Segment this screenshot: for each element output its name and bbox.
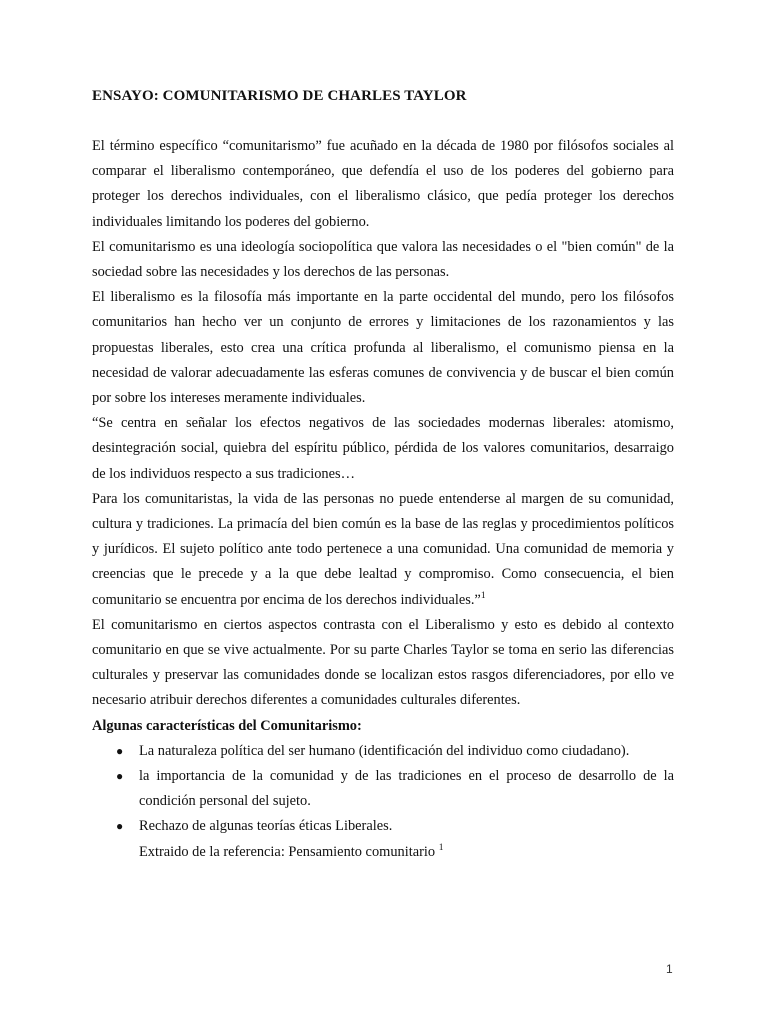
list-item-text: la importancia de la comunidad y de las tradiciones en el proceso de desarrollo de la condición personal del sujeto. — [139, 768, 674, 810]
footnote-mark: 1 — [480, 590, 486, 601]
paragraph-5-text: Para los comunitaristas, la vida de las personas no puede entenderse al margen de su comunidad, cultura y tradiciones. La primacía del bien común es la base de las reglas y procedimientos políticos y jurídicos. El sujeto político ante todo pertenece a una comunidad. Una comunidad de memoria y creencias que le precede y a la que debe lealtad y compromiso. Como consecuencia, el bien comunitario se encuentra por encima de los derechos individuales.” — [92, 490, 674, 608]
paragraph-1: El término específico “comunitarismo” fue acuñado en la década de 1980 por filósofos sociales al comparar el liberalismo contemporáneo, que defendía el uso de los poderes del gobierno para proteger los derechos individuales, con el liberalismo clásico, que pedía proteger los derechos individuales limitando los poderes del gobierno. — [92, 138, 674, 230]
paragraph-2: El comunitarismo es una ideología sociopolítica que valora las necesidades o el "bien común" de la sociedad sobre las necesidades y los derechos de las personas. — [92, 238, 674, 281]
characteristics-heading: Algunas características del Comunitarismo: — [92, 717, 362, 734]
reference-mark: 1 — [438, 842, 444, 853]
bullet-icon: ● — [116, 769, 124, 784]
list-item — [92, 814, 674, 839]
reference-line — [92, 840, 674, 865]
list-item — [92, 739, 674, 764]
paragraph-3: El liberalismo es la filosofía más importante en la parte occidental del mundo, pero los filósofos comunitarios han hecho ver un conjunto de errores y limitaciones de los razonamientos y las propuestas liberales, esto crea una crítica profunda al liberalismo, el comunismo piensa en la necesidad de valorar adecuadamente las esferas comunes de convivencia y de buscar el bien común por sobre los intereses meramente individuales. — [92, 289, 674, 407]
paragraph-6: El comunitarismo en ciertos aspectos contrasta con el Liberalismo y esto es debido al contexto comunitario en que se vive actualmente. Por su parte Charles Taylor se toma en serio las diferencias culturales y preservar las comunidades donde se localizan estos rasgos diferenciadores, por ello ve necesario atribuir derechos diferentes a comunidades culturales diferentes. — [92, 616, 674, 709]
bullet-icon: ● — [116, 819, 124, 834]
list-item-text: Rechazo de algunas teorías éticas Liberales. — [139, 818, 393, 835]
list-item — [92, 764, 674, 814]
list-item-text: La naturaleza política del ser humano (identificación del individuo como ciudadano). — [139, 742, 630, 759]
reference-text: Extraido de la referencia: Pensamiento comunitario — [139, 843, 436, 860]
page-number: 1 — [666, 962, 673, 976]
paragraph-4: “Se centra en señalar los efectos negativos de las sociedades modernas liberales: atomismo, desintegración social, quiebra del espíritu público, pérdida de los valores comunitarios, desarraigo de los individuos respecto a sus tradiciones… — [92, 415, 674, 482]
bullet-icon: ● — [116, 743, 124, 758]
document-title: ENSAYO: COMUNITARISMO DE CHARLES TAYLOR — [92, 88, 467, 104]
paragraph-5-quote — [92, 487, 674, 613]
document-page — [92, 84, 674, 865]
characteristics-list — [92, 739, 674, 840]
